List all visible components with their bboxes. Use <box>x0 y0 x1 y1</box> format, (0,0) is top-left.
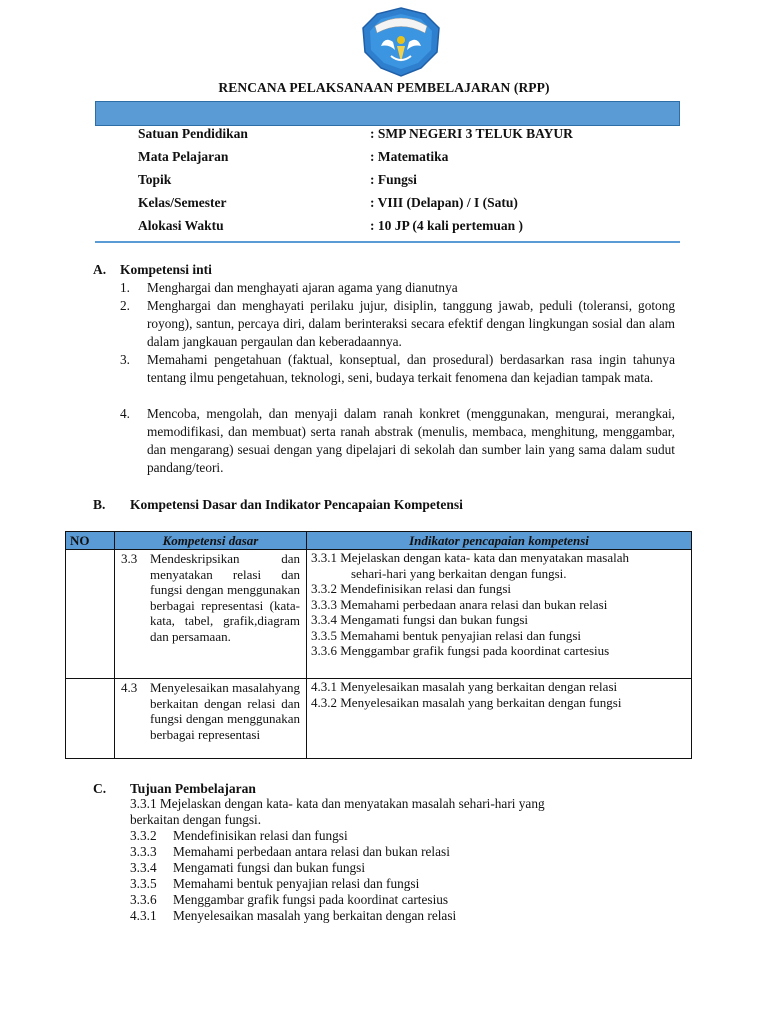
indicator-line: 4.3.1 Menyelesaikan masalah yang berkaitan dengan relasi <box>311 679 618 694</box>
section-letter: B. <box>93 497 106 512</box>
objective-number: 3.3.4 <box>130 860 157 875</box>
kd-number: 4.3 <box>121 680 138 695</box>
objective-number: 3.3.6 <box>130 892 157 907</box>
header-band <box>95 101 680 126</box>
objective-text: Menyelesaikan masalah yang berkaitan dengan relasi <box>173 908 457 923</box>
objective-text: Mengamati fungsi dan bukan fungsi <box>173 860 366 875</box>
identity-label: Satuan Pendidikan <box>138 126 248 141</box>
column-header: NO <box>66 532 115 550</box>
objective-text: Mendefinisikan relasi dan fungsi <box>173 828 348 843</box>
table-cell-kd <box>115 679 307 759</box>
list-item <box>120 351 675 405</box>
section-title: Tujuan Pembelajaran <box>130 781 256 796</box>
identity-value: : 10 JP (4 kali pertemuan ) <box>370 218 523 233</box>
section-letter: A. <box>93 262 107 277</box>
identity-value: : VIII (Delapan) / I (Satu) <box>370 195 518 210</box>
document-title: RENCANA PELAKSANAAN PEMBELAJARAN (RPP) <box>218 80 550 95</box>
list-item <box>120 279 675 297</box>
section-title: Kompetensi inti <box>120 262 212 277</box>
objective-line: 3.3.1 Mejelaskan dengan kata- kata dan menyatakan masalah sehari-hari yang <box>130 796 545 811</box>
column-header: Kompetensi dasar <box>115 532 307 550</box>
indicator-line: 3.3.3 Memahami perbedaan anara relasi dan bukan relasi <box>311 596 608 612</box>
objective-line: berkaitan dengan fungsi. <box>130 812 262 827</box>
objective-number: 3.3.5 <box>130 876 157 891</box>
table-cell-indicators <box>307 679 692 759</box>
table-cell-kd <box>115 550 307 679</box>
indicator-line: 4.3.2 Menyelesaikan masalah yang berkaitan dengan fungsi <box>311 694 622 710</box>
indicator-line: 3.3.2 Mendefinisikan relasi dan fungsi <box>311 581 512 596</box>
objective-text: Memahami perbedaan antara relasi dan bukan relasi <box>173 844 450 859</box>
column-header: Indikator pencapaian kompetensi <box>307 532 692 550</box>
list-item <box>120 297 675 351</box>
identity-label: Mata Pelajaran <box>138 149 229 164</box>
list-item-number: 4. <box>120 406 130 421</box>
list-item-text: Mencoba, mengolah, dan menyaji dalam ranah konkret (menggunakan, mengurai, merangkai, memodifikasi, dan membuat) serta ranah abstrak (menulis, membaca, menghitung, menggambar, dan mengarang) sesuai dengan yang dipelajari di sekolah dan sumber lain yang sama dalam sudut pandang/teori. <box>147 406 675 475</box>
kd-number: 3.3 <box>121 551 138 566</box>
competency-table <box>65 531 692 759</box>
list-item-number: 2. <box>120 298 130 313</box>
list-item-text: Menghargai dan menghayati perilaku jujur, disiplin, tanggung jawab, peduli (toleransi, gotong royong), santun, percaya diri, dalam berinteraksi secara efektif dengan lingkungan sosial dan alam dalam jangkauan pergaulan dan keberadaannya. <box>147 298 675 349</box>
indicator-line: sehari-hari yang berkaitan dengan fungsi. <box>351 565 567 581</box>
list-item-number: 1. <box>120 280 130 295</box>
identity-divider <box>95 241 680 243</box>
identity-value: : Fungsi <box>370 172 417 187</box>
objective-number: 3.3.2 <box>130 828 157 843</box>
kd-text: Menyelesaikan masalahyang berkaitan dengan relasi dan fungsi dengan menggunakan berbagai representasi <box>150 680 300 742</box>
objective-text: Menggambar grafik fungsi pada koordinat cartesius <box>173 892 449 907</box>
identity-label: Alokasi Waktu <box>138 218 224 233</box>
table-cell-indicators <box>307 550 692 679</box>
table-cell-no <box>66 679 115 759</box>
objective-number: 3.3.3 <box>130 844 157 859</box>
list-item-text: Menghargai dan menghayati ajaran agama yang dianutnya <box>147 280 458 295</box>
section-letter: C. <box>93 781 107 796</box>
indicator-line: 3.3.6 Menggambar grafik fungsi pada koordinat cartesius <box>311 643 610 658</box>
identity-value: : Matematika <box>370 149 449 164</box>
identity-label: Kelas/Semester <box>138 195 227 210</box>
identity-label: Topik <box>138 172 172 187</box>
indicator-line: 3.3.4 Mengamati fungsi dan bukan fungsi <box>311 612 528 627</box>
table-cell-no <box>66 550 115 679</box>
list-item-text: Memahami pengetahuan (faktual, konseptual, dan prosedural) berdasarkan rasa ingin tahunya tentang ilmu pengetahuan, teknologi, seni, budaya terkait fenomena dan kejadian tampak mata. <box>147 352 675 385</box>
kd-text: Mendeskripsikan dan menyatakan relasi dan fungsi dengan menggunakan berbagai representasi (kata-kata, tabel, grafik,diagram dan persamaan. <box>150 551 300 644</box>
table-header-row <box>66 532 692 550</box>
table-row <box>66 679 692 759</box>
objective-number: 4.3.1 <box>130 908 157 923</box>
tut-wuri-handayani-logo <box>355 6 447 78</box>
indicator-line: 3.3.1 Mejelaskan dengan kata- kata dan menyatakan masalah <box>311 550 630 565</box>
list-item-number: 3. <box>120 352 130 367</box>
identity-value: : SMP NEGERI 3 TELUK BAYUR <box>370 126 573 141</box>
section-title: Kompetensi Dasar dan Indikator Pencapaian Kompetensi <box>130 497 463 512</box>
list-item <box>120 405 675 477</box>
table-row <box>66 550 692 679</box>
objective-text: Memahami bentuk penyajian relasi dan fungsi <box>173 876 420 891</box>
indicator-line: 3.3.5 Memahami bentuk penyajian relasi dan fungsi <box>311 627 582 643</box>
